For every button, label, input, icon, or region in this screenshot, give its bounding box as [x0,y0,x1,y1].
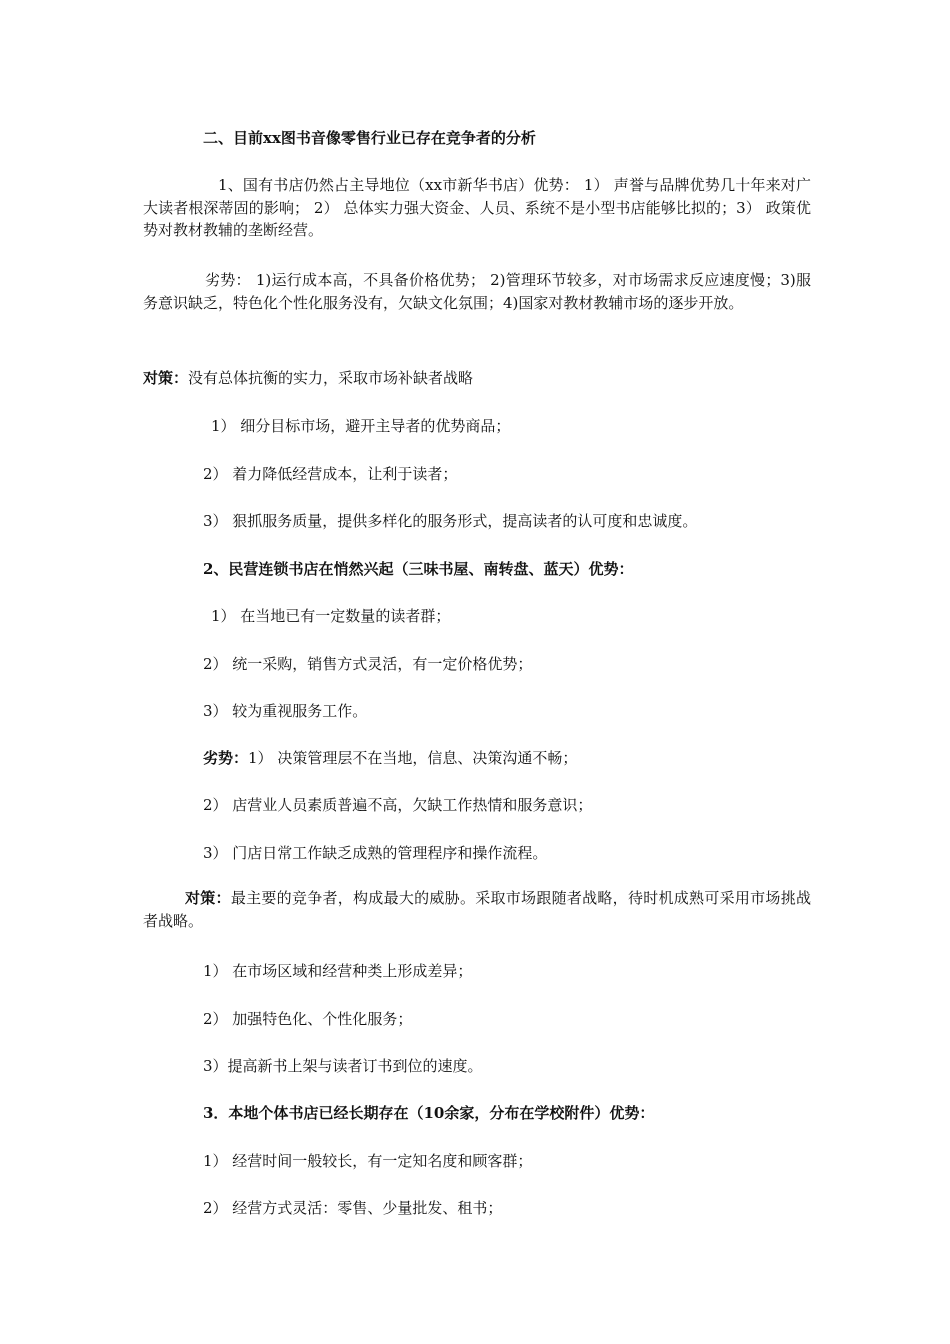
section2-strategy [143,887,811,932]
strategy-label: 对策： [143,369,189,387]
section3-heading: 3．本地个体书店已经长期存在（10余家，分布在学校附件）优势： [203,1104,655,1122]
list-item: 1） 细分目标市场，避开主导者的优势商品； [211,417,511,435]
list-item: 3）提高新书上架与读者订书到位的速度。 [203,1057,483,1075]
list-item: 2） 店营业人员素质普遍不高，欠缺工作热情和服务意识； [203,796,593,814]
weakness-text: 1） 决策管理层不在当地，信息、决策沟通不畅； [248,749,578,767]
section1-intro: 1、国有书店仍然占主导地位（xx市新华书店）优势： 1） 声誉与品牌优势几十年来对广大读者根深蒂固的影响； 2） 总体实力强大资金、人员、系统不是小型书店能够比拟的；3） 政策优势对教材教辅的垄断经营。 [143,176,811,239]
section2-heading: 2、民营连锁书店在悄然兴起（三味书屋、南转盘、蓝天）优势： [203,560,634,578]
list-item: 1） 在当地已有一定数量的读者群； [211,607,451,625]
section2-weakness-first [203,747,577,769]
strategy-text: 最主要的竞争者，构成最大的威胁。采取市场跟随者战略，待时机成熟可采用市场挑战者战略。 [143,889,811,930]
list-item: 2） 经营方式灵活：零售、少量批发、租书； [203,1199,503,1217]
list-item: 3） 狠抓服务质量，提供多样化的服务形式，提高读者的认可度和忠诚度。 [203,512,698,530]
weakness-label: 劣势： [203,749,249,767]
strategy-label: 对策： [185,889,231,907]
strategy-text: 没有总体抗衡的实力，采取市场补缺者战略 [188,369,474,387]
section1-strategy [143,367,473,389]
list-item: 3） 门店日常工作缺乏成熟的管理程序和操作流程。 [203,844,548,862]
section1-weakness: 劣势： 1)运行成本高，不具备价格优势； 2)管理环节较多，对市场需求反应速度慢；3)服务意识缺乏，特色化个性化服务没有，欠缺文化氛围；4)国家对教材教辅市场的逐步开放。 [143,271,811,312]
list-item: 3） 较为重视服务工作。 [203,702,368,720]
list-item: 2） 统一采购，销售方式灵活，有一定价格优势； [203,655,533,673]
section-heading: 二、目前xx图书音像零售行业已存在竞争者的分析 [203,129,536,147]
list-item: 1） 在市场区域和经营种类上形成差异； [203,962,473,980]
list-item: 2） 着力降低经营成本，让利于读者； [203,465,458,483]
list-item: 1） 经营时间一般较长，有一定知名度和顾客群； [203,1152,533,1170]
list-item: 2） 加强特色化、个性化服务； [203,1010,413,1028]
